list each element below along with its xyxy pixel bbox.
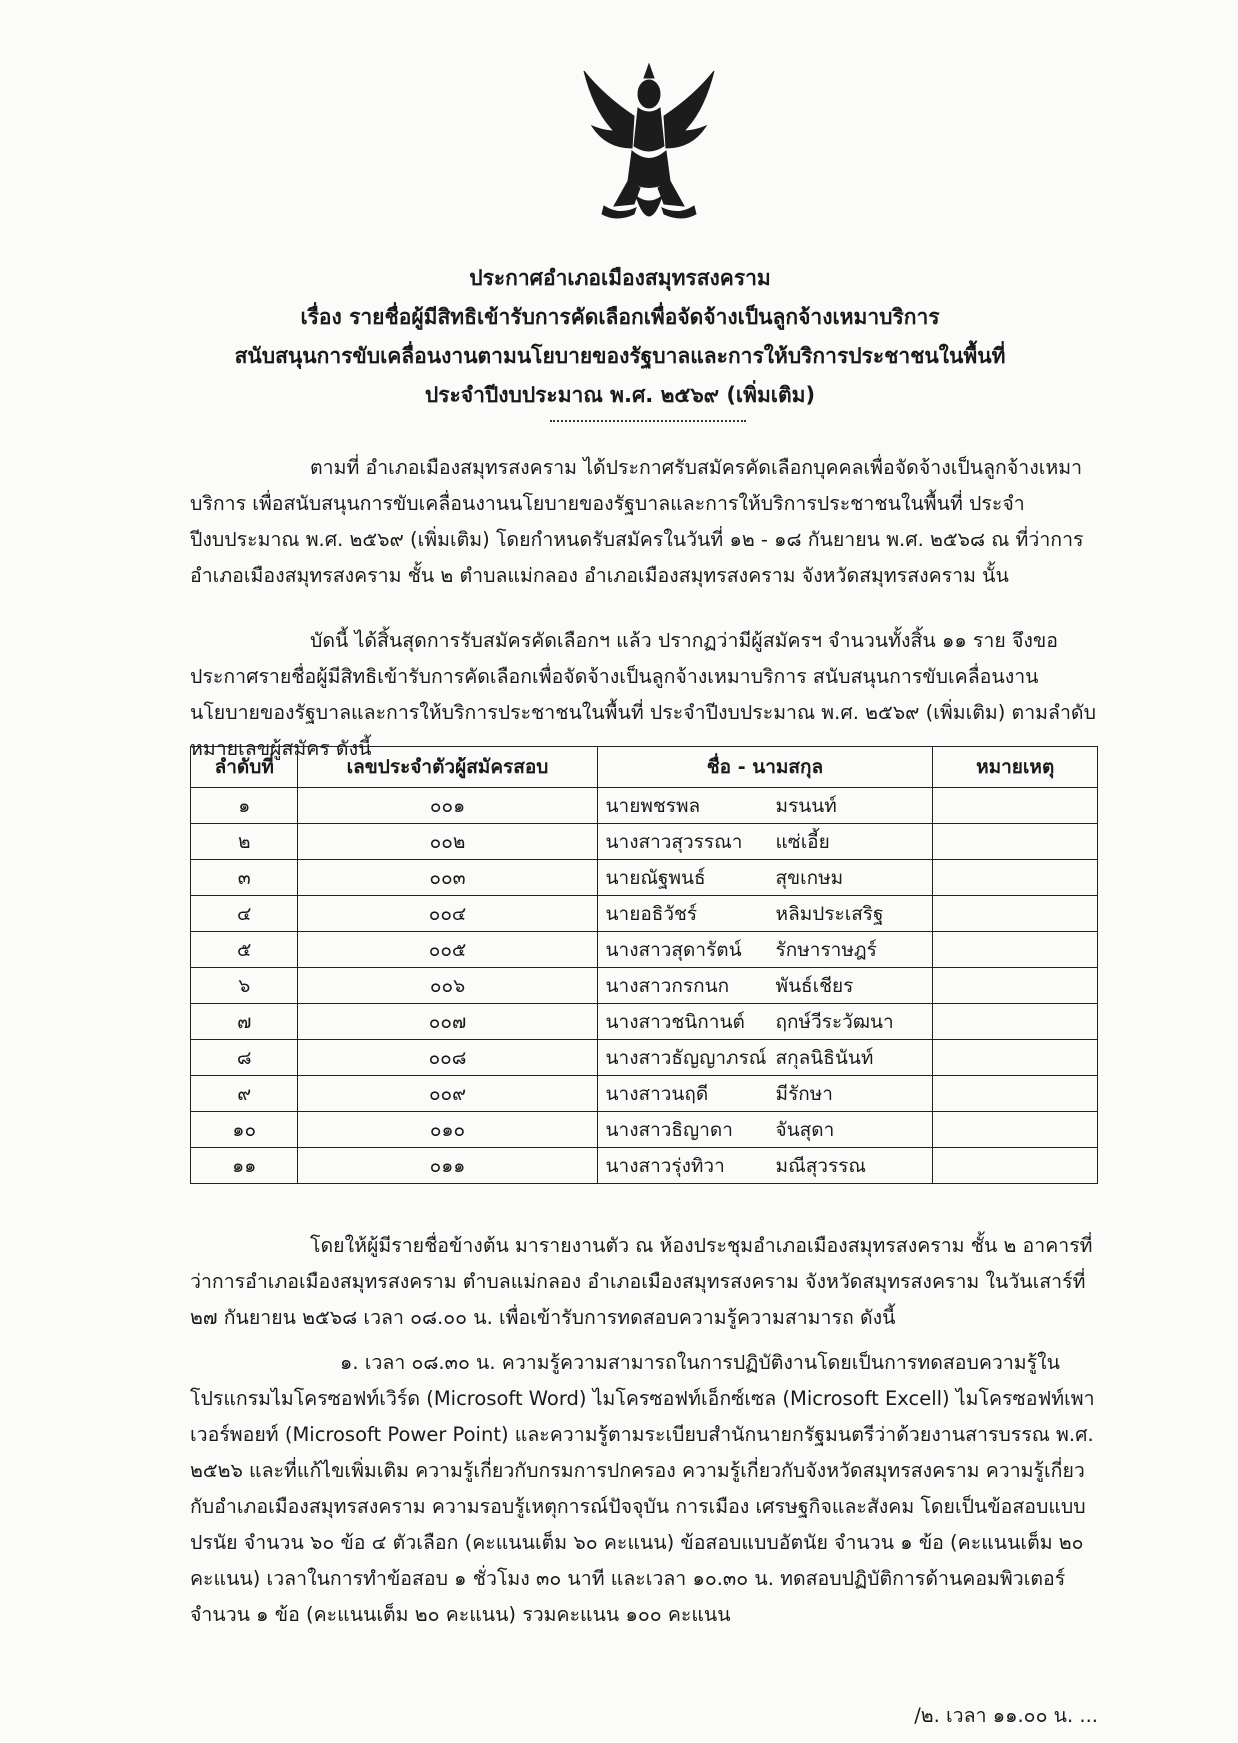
cell-name (597, 1040, 933, 1076)
cell-candidate-id: ๐๐๗ (298, 1004, 597, 1040)
table-row (191, 1148, 1098, 1184)
paragraph-report: โดยให้ผู้มีรายชื่อข้างต้น มารายงานตัว ณ ห้องประชุมอำเภอเมืองสมุทรสงคราม ชั้น ๒ อาคารที่ว่าการอำเภอเมืองสมุทรสงคราม ตำบลแม่กลอง อำเภอเมืองสมุทรสงคราม จังหวัดสมุทรสงคราม ในวันเสาร์ที่ ๒๗ กันยายน ๒๕๖๘ เวลา ๐๘.๐๐ น. เพื่อเข้ารับการทดสอบความรู้ความสามารถ ดังนี้ (190, 1234, 1093, 1329)
cell-remark (933, 860, 1098, 896)
first-name: นายณัฐพนธ์ (605, 866, 706, 889)
first-name: นางสาวนฤดี (605, 1082, 709, 1105)
last-name: หลิมประเสริฐ (775, 902, 884, 925)
cell-candidate-id: ๐๐๕ (298, 932, 597, 968)
first-name: นางสาวสุวรรณา (605, 830, 743, 853)
cell-order: ๓ (191, 860, 298, 896)
last-name: แซ่เอี้ย (775, 830, 830, 853)
cell-candidate-id: ๐๑๐ (298, 1112, 597, 1148)
cell-name (597, 1076, 933, 1112)
first-name: นางสาวธัญญาภรณ์ (605, 1046, 767, 1069)
garuda-emblem-icon (574, 56, 724, 246)
paragraph-announcement: บัดนี้ ได้สิ้นสุดการรับสมัครคัดเลือกฯ แล้ว ปรากฏว่ามีผู้สมัครฯ จำนวนทั้งสิ้น ๑๑ ราย จึงขอประกาศรายชื่อผู้มีสิทธิเข้ารับการคัดเลือกเพื่อจัดจ้างเป็นลูกจ้างเหมาบริการ สนับสนุนการขับเคลื่อนงานนโยบายของรัฐบาลและการให้บริการประชาชนในพื้นที่ ประจำปีงบประมาณ พ.ศ. ๒๕๖๙ (เพิ่มเติม) ตามลำดับหมายเลขผู้สมัคร ดังนี้ (190, 629, 1096, 760)
announcement-title: ประกาศอำเภอเมืองสมุทรสงคราม (469, 266, 771, 290)
cell-name (597, 824, 933, 860)
cell-candidate-id: ๐๑๑ (298, 1148, 597, 1184)
cell-order: ๙ (191, 1076, 298, 1112)
cell-remark (933, 788, 1098, 824)
title-divider (550, 420, 746, 422)
cell-name (597, 896, 933, 932)
table-row (191, 1076, 1098, 1112)
col-header-name: ชื่อ - นามสกุล (597, 747, 933, 788)
cell-candidate-id: ๐๐๔ (298, 896, 597, 932)
candidate-table (190, 746, 1098, 1184)
cell-name (597, 860, 933, 896)
cell-name (597, 968, 933, 1004)
cell-order: ๕ (191, 932, 298, 968)
cell-candidate-id: ๐๐๘ (298, 1040, 597, 1076)
cell-remark (933, 896, 1098, 932)
last-name: พันธ์เชียร (775, 974, 854, 997)
cell-order: ๖ (191, 968, 298, 1004)
col-header-order: ลำดับที่ (191, 747, 298, 788)
table-row (191, 968, 1098, 1004)
subject-line-2: สนับสนุนการขับเคลื่อนงานตามนโยบายของรัฐบาลและการให้บริการประชาชนในพื้นที่ (234, 344, 1006, 368)
table-row (191, 1004, 1098, 1040)
cell-remark (933, 968, 1098, 1004)
cell-candidate-id: ๐๐๖ (298, 968, 597, 1004)
last-name: สุขเกษม (775, 866, 844, 889)
last-name: มรนนท์ (775, 794, 837, 817)
cell-name (597, 788, 933, 824)
table-row (191, 1040, 1098, 1076)
cell-candidate-id: ๐๐๓ (298, 860, 597, 896)
first-name: นางสาวธิญาดา (605, 1118, 733, 1141)
cell-name (597, 1148, 933, 1184)
first-name: นางสาวชนิกานต์ (605, 1010, 745, 1033)
first-name: นายพชรพล (605, 794, 701, 817)
paragraph-intro: ตามที่ อำเภอเมืองสมุทรสงคราม ได้ประกาศรับสมัครคัดเลือกบุคคลเพื่อจัดจ้างเป็นลูกจ้างเหมาบริการ เพื่อสนับสนุนการขับเคลื่อนงานนโยบายของรัฐบาลและการให้บริการประชาชนในพื้นที่ ประจำปีงบประมาณ พ.ศ. ๒๕๖๙ (เพิ่มเติม) โดยกำหนดรับสมัครในวันที่ ๑๒ - ๑๘ กันยายน พ.ศ. ๒๕๖๘ ณ ที่ว่าการอำเภอเมืองสมุทรสงคราม ชั้น ๒ ตำบลแม่กลอง อำเภอเมืองสมุทรสงคราม จังหวัดสมุทรสงคราม นั้น (190, 456, 1084, 587)
cell-remark (933, 824, 1098, 860)
subject-line: เรื่อง รายชื่อผู้มีสิทธิเข้ารับการคัดเลือกเพื่อจัดจ้างเป็นลูกจ้างเหมาบริการ (300, 305, 940, 329)
cell-candidate-id: ๐๐๑ (298, 788, 597, 824)
table-row (191, 896, 1098, 932)
first-name: นางสาวกรกนก (605, 974, 730, 997)
last-name: มณีสุวรรณ (775, 1154, 867, 1177)
table-row (191, 860, 1098, 896)
first-name: นางสาวสุดารัตน์ (605, 938, 742, 961)
paragraph-exam-details: ๑. เวลา ๐๘.๓๐ น. ความรู้ความสามารถในการปฏิบัติงานโดยเป็นการทดสอบความรู้ในโปรแกรมไมโครซอฟท์เวิร์ด (Microsoft Word) ไมโครซอฟท์เอ็กซ์เซล (Microsoft Excell) ไมโครซอฟท์เพาเวอร์พอยท์ (Microsoft Power Point) และความรู้ตามระเบียบสำนักนายกรัฐมนตรีว่าด้วยงานสารบรรณ พ.ศ. ๒๕๒๖ และที่แก้ไขเพิ่มเติม ความรู้เกี่ยวกับกรมการปกครอง ความรู้เกี่ยวกับจังหวัดสมุทรสงคราม ความรู้เกี่ยวกับอำเภอเมืองสมุทรสงคราม ความรอบรู้เหตุการณ์ปัจจุบัน การเมือง เศรษฐกิจและสังคม โดยเป็นข้อสอบแบบปรนัย จำนวน ๖๐ ข้อ ๔ ตัวเลือก (คะแนนเต็ม ๖๐ คะแนน) ข้อสอบแบบอัตนัย จำนวน ๑ ข้อ (คะแนนเต็ม ๒๐ คะแนน) เวลาในการทำข้อสอบ ๑ ชั่วโมง ๓๐ นาที และเวลา ๑๐.๓๐ น. ทดสอบปฏิบัติการด้านคอมพิวเตอร์ จำนวน ๑ ข้อ (คะแนนเต็ม ๒๐ คะแนน) รวมคะแนน ๑๐๐ คะแนน (190, 1351, 1095, 1626)
cell-name (597, 1004, 933, 1040)
first-name: นายอธิวัชร์ (605, 902, 698, 925)
last-name: ฤกษ์วีระวัฒนา (775, 1010, 894, 1033)
table-row (191, 824, 1098, 860)
cell-order: ๑ (191, 788, 298, 824)
cell-candidate-id: ๐๐๒ (298, 824, 597, 860)
cell-remark (933, 1076, 1098, 1112)
cell-order: ๑๑ (191, 1148, 298, 1184)
cell-order: ๗ (191, 1004, 298, 1040)
fiscal-year-line: ประจำปีงบประมาณ พ.ศ. ๒๕๖๙ (เพิ่มเติม) (424, 383, 816, 407)
cell-order: ๒ (191, 824, 298, 860)
cell-order: ๑๐ (191, 1112, 298, 1148)
col-header-remark: หมายเหตุ (933, 747, 1098, 788)
table-header-row (191, 747, 1098, 788)
last-name: จันสุดา (775, 1118, 835, 1141)
table-row (191, 932, 1098, 968)
last-name: รักษาราษฎร์ (775, 938, 877, 961)
cell-remark (933, 1148, 1098, 1184)
cell-name (597, 1112, 933, 1148)
first-name: นางสาวรุ่งทิวา (605, 1154, 725, 1177)
cell-order: ๔ (191, 896, 298, 932)
cell-remark (933, 932, 1098, 968)
table-row (191, 1112, 1098, 1148)
cell-candidate-id: ๐๐๙ (298, 1076, 597, 1112)
cell-remark (933, 1004, 1098, 1040)
cell-remark (933, 1112, 1098, 1148)
last-name: มีรักษา (775, 1082, 833, 1105)
cell-name (597, 932, 933, 968)
cell-order: ๘ (191, 1040, 298, 1076)
col-header-candidate-id: เลขประจำตัวผู้สมัครสอบ (298, 747, 597, 788)
table-row (191, 788, 1098, 824)
last-name: สกุลนิธินันท์ (775, 1046, 874, 1069)
page-continuation: /๒. เวลา ๑๑.๐๐ น. ... (914, 1704, 1098, 1727)
cell-remark (933, 1040, 1098, 1076)
